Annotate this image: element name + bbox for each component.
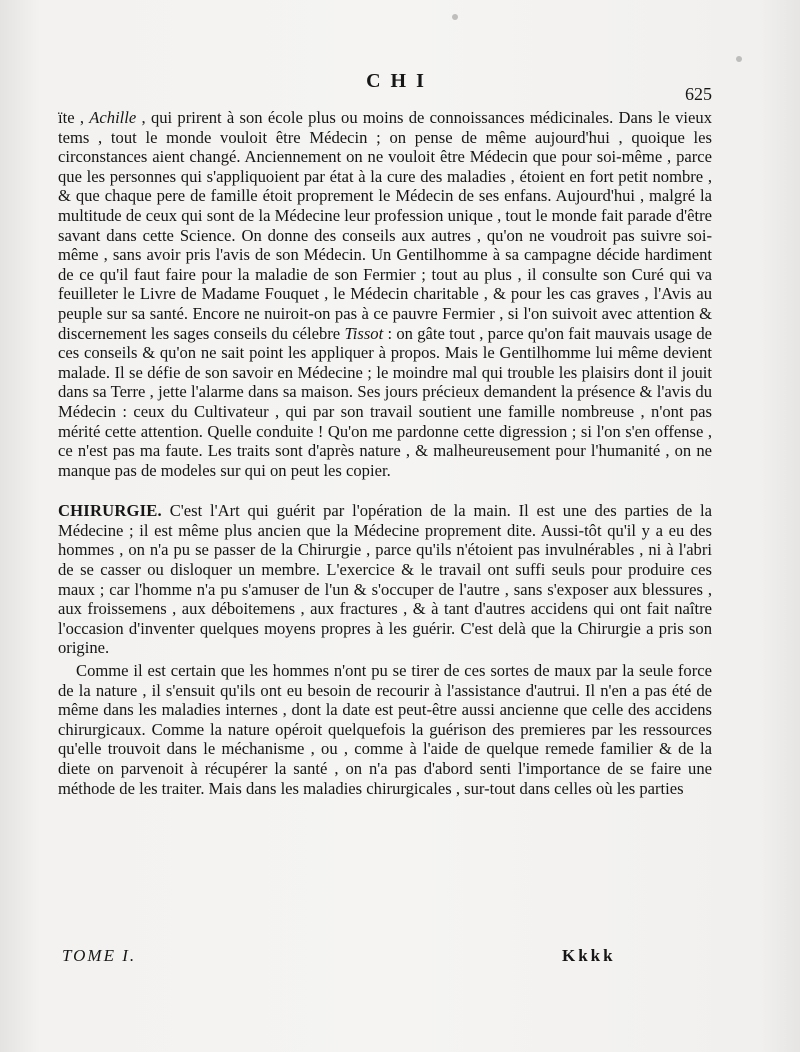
entry-paragraph	[58, 661, 712, 798]
page-number: 625	[685, 84, 712, 104]
paragraph-text: C'est l'Art qui guérit par l'opération de la main. Il est une des parties de la Médecine ; il est même plus ancien que la Médecine proprement dite. Aussi-tôt qu'il y a eu des hommes , on n'a pu se passer de la Chirurgie , parce qu'ils n'étoient pas invulnérables , ni à l'abri de se casser ou disloquer un membre. L'exercice & le travail ont suffi seuls pour produire ces maux ; car l'homme n'a pu s'amuser de l'un & s'occuper de l'autre , sans s'exposer aux blessures , aux froissemens , aux déboitemens , aux fractures , & à tant d'autres accidens qui ont fait naître l'occasion d'inventer quelques moyens propres à les guérir. C'est delà que la Chirurgie a pris son origine.	[58, 501, 712, 658]
running-head: CHI	[366, 70, 434, 92]
signature-mark: Kkkk	[562, 946, 616, 965]
name-achille: Achille	[89, 108, 137, 127]
paragraph-text: Comme il est certain que les hommes n'ont pu se tirer de ces sortes de maux par la seule force de la nature , il s'ensuit qu'ils ont eu besoin de recourir à l'assistance d'autrui. Il n'en a pas été de même dans les maladies internes , dont la date est peut-être aussi ancienne que celle des accidens chirurgicaux. Comme la nature opéroit quelquefois la guérison des premieres par les ressources qu'elle trouvoit dans le méchanisme , ou , comme à l'aide de quelque remede familier & de la diete on parvenoit à récupérer la santé , on n'a pas d'abord senti l'importance de se faire une méthode de les traiter. Mais dans les maladies chirurgicales , sur-tout dans celles où les parties	[58, 661, 712, 798]
continued-paragraph	[58, 108, 712, 480]
volume-label: TOME I.	[62, 946, 137, 965]
paragraph-text: , qui prirent à son école plus ou moins de connoissances médicinales. Dans le vieux tems , tout le monde vouloit être Médecin ; on pense de même aujourd'hui , quoique les circonstances aient changé. Anciennement on ne vouloit être Médecin que pour soi-même , parce que les personnes qui s'appliquoient par état à la cure des maladies , étoient en fort petit nombre , & que chaque pere de famille étoit proprement le Médecin de ses enfans. Aujourd'hui , malgré la multitude de ceux qui sont de la Médecine leur profession unique , tout le monde fait parade d'être savant dans cette Science. On donne des conseils aux autres , qu'on ne voudroit pas suivre soi-même , sans avoir pris l'avis de son Médecin. Un Gentilhomme à sa campagne décide hardiment de ce qu'il faut faire pour la maladie de son Fermier ; tout au plus , il consulte son Curé qui va feuilleter le Livre de Madame Fouquet , le Médecin charitable , & pour les cas graves , l'Avis au peuple sur sa santé. Encore ne nuiroit-on pas à ce pauvre Fermier , si l'on suivoit avec attention & discernement les sages conseils du célebre	[58, 108, 712, 343]
name-tissot: Tissot	[344, 323, 384, 343]
lead-fragment: ïte ,	[58, 108, 90, 127]
entry-paragraph	[58, 501, 712, 658]
paper-spot	[736, 56, 742, 62]
page-body	[58, 108, 712, 798]
paper-spot	[452, 14, 458, 20]
paragraph-text: : on gâte tout , parce qu'on fait mauvais usage de ces conseils & qu'on ne sait point les appliquer à propos. Mais le Gentilhomme lui même devient malade. Il se défie de son savoir en Médecine ; le moindre mal qui trouble les plaisirs dont il jouit dans sa Terre , jette l'alarme dans sa maison. Ses jours précieux demandent la présence & l'avis du Médecin : ceux du Cultivateur , qui par son travail soutient une famille nombreuse , n'ont pas mérité cette attention. Quelle conduite ! Qu'on me pardonne cette digression ; si l'on s'en offense , ce n'est pas ma faute. Les traits sont d'après nature , & malheureusement pour l'humanité , on ne manque pas de modeles sur qui on peut les copier.	[58, 323, 712, 480]
headword: CHIRURGIE.	[58, 501, 162, 521]
